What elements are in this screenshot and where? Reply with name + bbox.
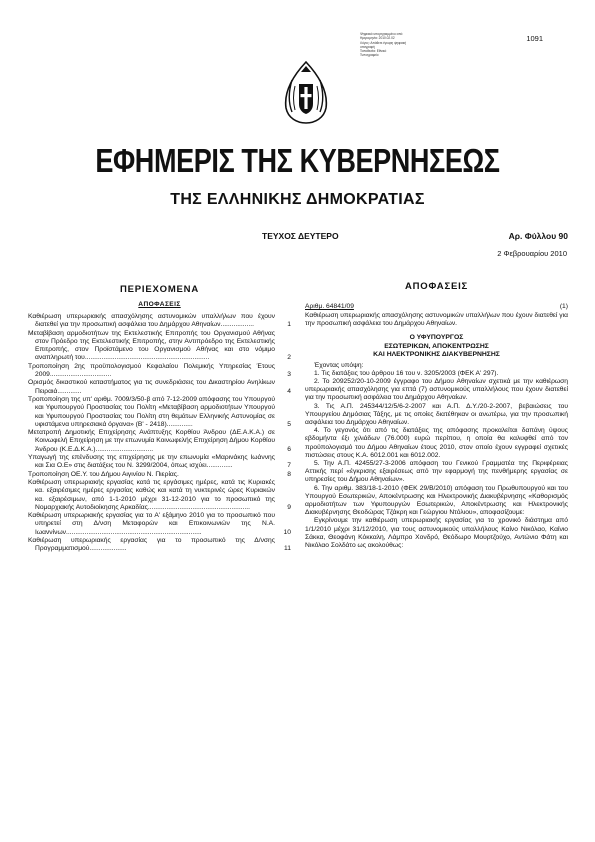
toc-item xyxy=(28,429,291,454)
toc-item xyxy=(28,454,291,471)
stamp-line: Ημερομηνία: 2010.02.02 xyxy=(360,36,395,41)
issue-date: 2 Φεβρουαρίου 2010 xyxy=(497,249,567,258)
toc-item-page: 3 xyxy=(287,371,291,379)
toc-item xyxy=(28,471,291,479)
issuer-line: ΚΑΙ ΗΛΕΚΤΡΟΝΙΚΗΣ ΔΙΑΚΥΒΕΡΝΗΣΗΣ xyxy=(373,351,500,359)
hellenic-coat-of-arms-icon xyxy=(283,60,329,124)
table-of-contents xyxy=(28,284,291,554)
toc-item-text: Τροποποίηση 2ης προϋπολογισμού Κεφαλαίου Πολεμικής Υπηρεσίας Έτους 2009................................. xyxy=(28,362,275,379)
considerations-paragraph: 1. Τις διατάξεις του άρθρου 16 του ν. 3205/2003 (ΦΕΚ Α' 297). xyxy=(314,369,499,377)
stamp-line: Λόγος: Απόθετε έγκυρη ψηφιακή xyxy=(360,40,407,45)
issue-series: ΤΕΥΧΟΣ ΔΕΥΤΕΡΟ xyxy=(262,231,339,241)
stamp-line: Τοποθεσία: Εθνικό xyxy=(360,49,387,54)
intro-text: Έχοντας υπόψη: xyxy=(314,361,364,369)
toc-item-text: Τροποποίηση της υπ' αριθμ. 7009/3/50-β από 7-12-2009 απόφασης του Υπουργού και Υφυπουργού Προστασίας του Πολίτη «Μεταβίβαση αρμοδιοτήτων Υπουργού και Υφυπουργού Προστασίας του Πολίτη στη θεμάτων Ελληνικής Αστυνομίας σε υφιστάμενα υπηρεσιακά όργανα» (Β' - 2418).............. xyxy=(28,395,275,428)
toc-item xyxy=(28,313,291,330)
considerations-paragraph: 3. Τις Α.Π. 245344/12/5/6-2-2007 και Α.Π. Δ.Υ./20-2-2007, βεβαιώσεις του Υπουργείου Δημόσιας Τάξης, με τις οποίες διατέθηκαν οι ανωτέρω, για την προσωπική ασφάλεια του Δημάρχου Αθηναίων. xyxy=(305,402,568,427)
toc-item xyxy=(28,379,291,396)
decision-closing: Εγκρίνουμε την καθιέρωση υπερωριακής εργασίας για το χρονικό διάστημα από 1/1/2010 μέχρι 31/12/2010, για τους αστυνομικούς υπαλλήλους Καίνο Νικόλαο, Καίνιο Σάκκα, Θεοφάνη Κόκκαλη, Λάμπρο Χονδρό, Θεόδωρο Μουρτζούχο, Αντώνιο Φάτη και Νικόλαο Σολδάτο ως ακολούθως: xyxy=(305,517,568,550)
toc-item-page: 2 xyxy=(287,354,291,362)
issuer-line: Ο ΥΦΥΠΟΥΡΓΟΣ xyxy=(409,334,464,342)
toc-item-page: 4 xyxy=(287,387,291,395)
stamp-line: υπογραφή xyxy=(360,44,375,49)
toc-item-page: 7 xyxy=(287,462,291,470)
gazette-subheading: ΤΗΣ ΕΛΛΗΝΙΚΗΣ ΔΗΜΟΚΡΑΤΙΑΣ xyxy=(170,191,425,208)
toc-item-page: 11 xyxy=(284,545,291,553)
toc-item-text: Καθιέρωση υπερωριακής εργασίας για το προσωπικό της Δ/νσης Προγραμματισμού.................... xyxy=(28,537,275,553)
issuer-line: ΕΣΩΤΕΡΙΚΩΝ, ΑΠΟΚΕΝΤΡΩΣΗΣ xyxy=(384,342,489,350)
toc-item-text: Ορισμός δικαστικού καταστήματος για τις συνεδριάσεις του Δικαστηρίου Ανηλίκων Πειραιά............. xyxy=(28,379,275,395)
toc-item-text: Καθιέρωση υπερωριακής εργασίας κατά τις εργάσιμες ημέρες, κατά τις Κυριακές κα. εξαιρέσιμες ημέρες εργασίας καθώς και κατά τη νυκτερινές ώρες Κυριακών κα. εξαιρέσιμων, από 1-1-2010 μέχρι 31-12-2010 για το προσωπικό της Νομαρχιακής Αυτοδιοίκησης Αρκαδίας....................................................... xyxy=(28,478,275,511)
considerations-paragraph: 6. Την αριθμ. 383/18-1-2010 (ΦΕΚ 29/Β/2010) απόφαση του Πρωθυπουργού και του Υπουργού Εσωτερικών, Αποκέντρωσης και Ηλεκτρονικής Διακυβέρνησης «Καθορισμός αρμοδιοτήτων των Υφυπουργών Εσωτερικών, Αποκέντρωσης και Ηλεκτρονικής Διακυβέρνησης Θεοδώρας Τζάκρη και Γεώργιου Ντόλιου», αποφασίζουμε: xyxy=(305,484,568,517)
page-number: 1091 xyxy=(526,34,543,43)
toc-item-text: Μεταβίβαση αρμοδιοτήτων της Εκτελεστικής Επιτροπής του Οργανισμού Αθήνας στον Πρόεδρο της Εκτελεστικής Επιτροπής, στην Αντιπρόεδρο της Εκτελεστικής Επιτροπής, στον Προϊστάμενο του Οργανισμού Αθήνας και στο νόμιμο αναπληρωτή του................................................................... xyxy=(28,329,275,362)
issue-row xyxy=(262,231,568,243)
toc-item-page: 5 xyxy=(287,420,291,428)
toc-item-page: 1 xyxy=(287,321,291,329)
considerations-paragraph: 5. Την Α.Π. 42455/27-3-2006 απόφαση του Γενικού Γραμματέα της Περιφέρειας Αττικής περί «έγκρισης εξαιρέσεως από την εφαρμογή της πενθήμερης εργασίας σε υπηρεσίες του Δήμου Αθηναίων». xyxy=(305,460,568,484)
gazette-masthead: ΕΦΗΜΕΡΙΣ ΤΗΣ ΚΥΒΕΡΝΗΣΕΩΣ xyxy=(95,142,500,179)
toc-item-text: Υπαγωγή της επένδυσης της επιχείρησης με την επωνυμία «Μαρινάκης Ιωάννης και Σια Ο.Ε» στις διατάξεις του Ν. 3299/2004, όπως ισχύει.............. xyxy=(28,454,275,470)
toc-item-page: 10 xyxy=(283,528,291,536)
toc-item xyxy=(28,363,291,380)
toc-title: ΠΕΡΙΕΧΟΜΕΝΑ xyxy=(119,284,199,295)
toc-item xyxy=(28,512,291,537)
toc-item-page: 8 xyxy=(287,470,291,478)
toc-item-page: 6 xyxy=(287,445,291,453)
considerations-paragraph: 2. Το 209252/20-10-2009 έγγραφο του Δήμου Αθηναίων σχετικά με την καθιέρωση υπερωριακής απασχόλησης για επτά (7) αστυνομικούς υπαλλήλους που έχουν διατεθεί για την προσωπική ασφάλεια του Δημάρχου Αθηναίων. xyxy=(305,378,568,402)
stamp-line: Ψηφιακά υπογεγραμμένο από xyxy=(360,32,403,36)
digital-signature-stamp xyxy=(360,32,428,58)
decision-header xyxy=(305,303,568,312)
toc-item xyxy=(28,479,291,512)
toc-item-text: Τροποποίηση ΟΕ.Υ. του Δήμου Αιγινίου Ν. Πιερίας. xyxy=(28,470,179,478)
stamp-line: Τυπογραφείο xyxy=(360,53,379,58)
toc-item-text: Μετατροπή Δημοτικής Επιχείρησης Ανάπτυξης Κορθίου Άνδρου (ΔΕ.Α.Κ.Α.) σε Κοινωφελή Επιχείρηση με την επωνυμία Κοινωφελής Επιχείρηση Δήμου Κορθίου Άνδρου (Κ.Ε.Δ.Κ.Α.)............................... xyxy=(28,429,275,453)
issuing-authority xyxy=(305,334,568,359)
toc-item-text: Καθιέρωση υπερωριακής απασχόλησης αστυνομικών υπαλλήλων που έχουν διατεθεί για την προσωπική ασφάλεια του Δημάρχου Αθηναίων.................. xyxy=(28,313,275,329)
decision-heading: Καθιέρωση υπερωριακής απασχόλησης αστυνομικών υπαλλήλων που έχουν διατεθεί για την προσωπική ασφάλεια του Δημάρχου Αθηναίων. xyxy=(305,312,568,328)
sheet-number: Αρ. Φύλλου 90 xyxy=(508,231,568,241)
decision-index: (1) xyxy=(559,303,568,310)
toc-item-text: Καθιέρωση υπερωριακής εργασίας για το Α' εξάμηνο 2010 για το προσωπικό που υπηρετεί στη Δ/νση Μεταφορών και Επικοινωνιών της Ν.Α. Ιωαννίνων......................................................................... xyxy=(28,512,275,536)
considerations-paragraph: 4. Το γεγονός ότι από τις διατάξεις της απόφασης προκαλείται δαπάνη ύψους εβδομήντα έξι χιλιάδων (76.000) ευρώ περίπου, η οποία θα καλυφθεί από τον προϋπολογισμό του Δήμου Αθηναίων έτους 2010, στον οποίο έχουν εγγραφεί σχετικές πιστώσεις στους Κ.Α. 6012.001 και 6012.002. xyxy=(305,427,568,459)
toc-item xyxy=(28,330,291,363)
decision-number: Αριθμ. 64841/09 xyxy=(305,303,354,310)
decisions-column xyxy=(305,281,568,550)
toc-item xyxy=(28,537,291,554)
toc-subtitle: ΑΠΟΦΑΣΕΙΣ xyxy=(138,301,181,308)
decisions-title: ΑΠΟΦΑΣΕΙΣ xyxy=(404,281,469,292)
toc-item xyxy=(28,396,291,429)
toc-item-page: 9 xyxy=(287,503,291,511)
